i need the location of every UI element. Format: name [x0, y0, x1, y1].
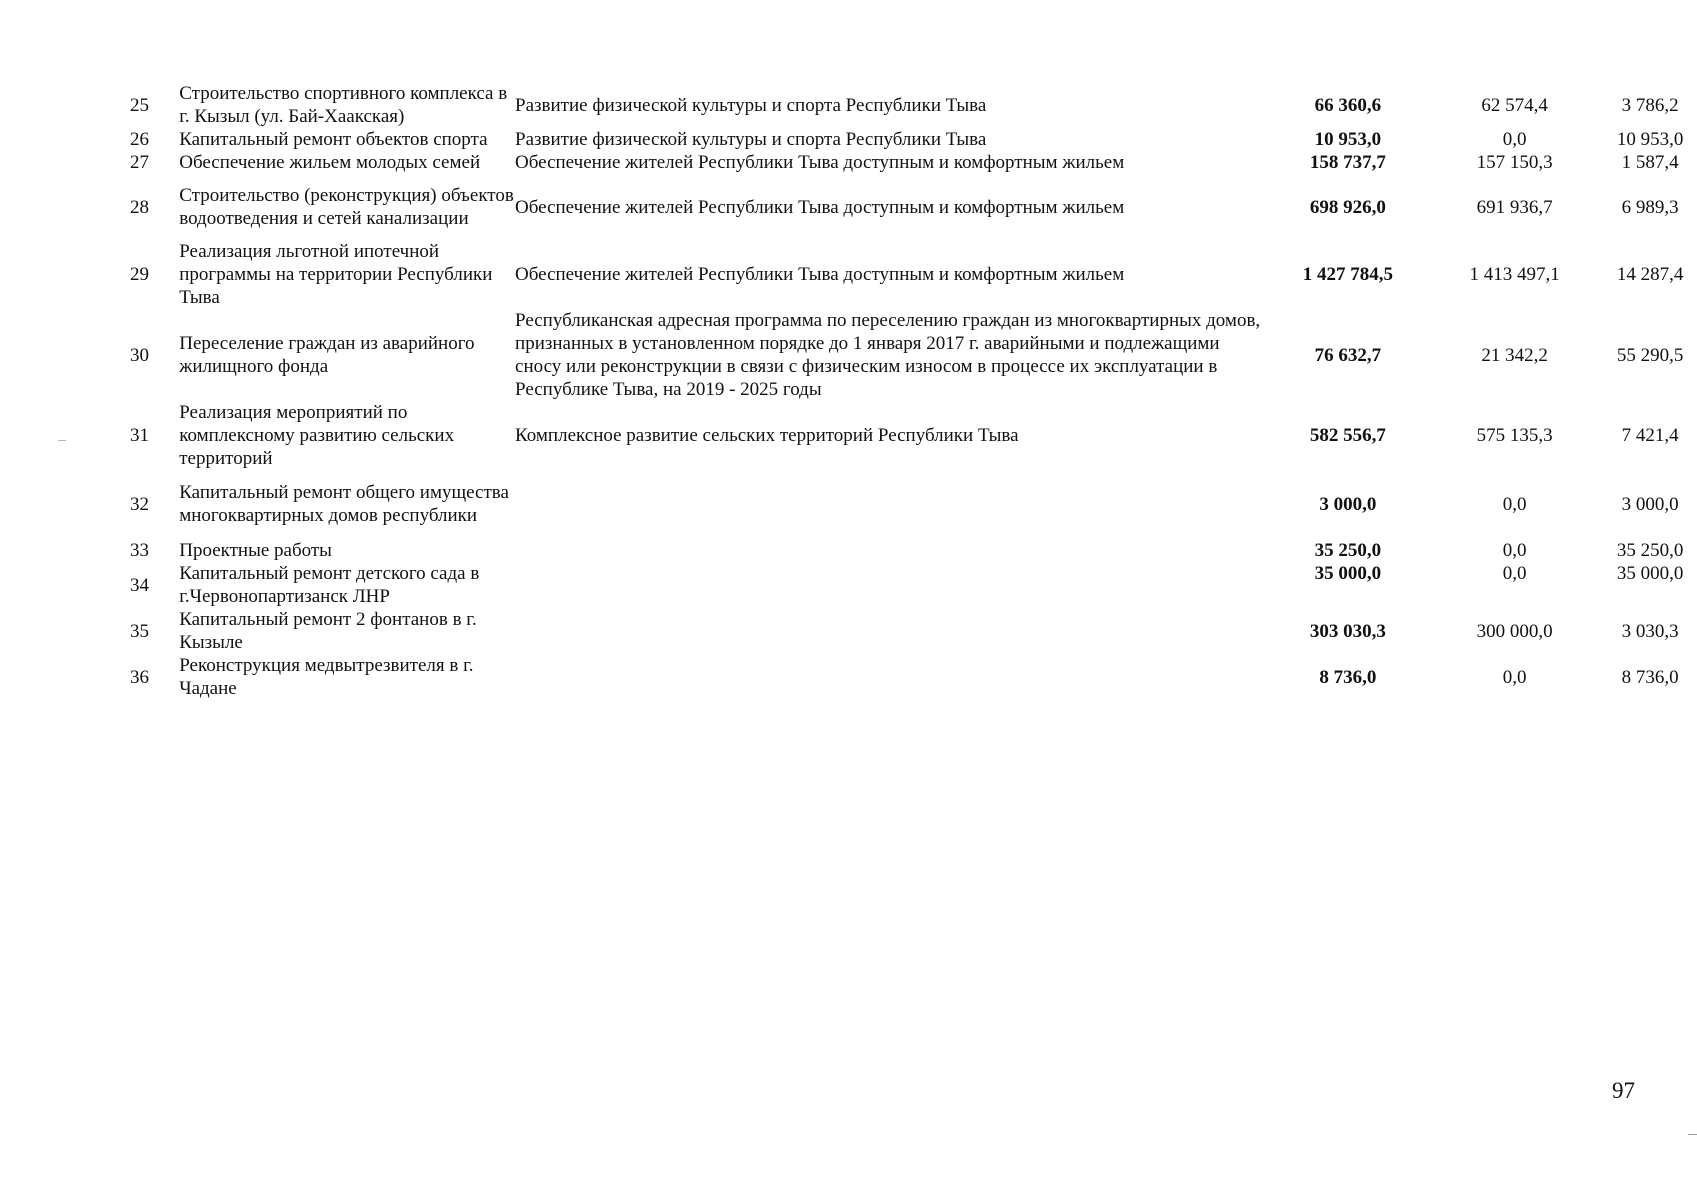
row-number: 35: [130, 620, 149, 642]
federal-amount: 1 413 497,1: [1469, 264, 1560, 285]
federal-amount: 0,0: [1502, 563, 1527, 584]
row-number: 33: [130, 539, 149, 561]
regional-amount: 14 287,4: [1616, 264, 1684, 285]
program-name: Развитие физической культуры и спорта Республики Тыва: [515, 94, 987, 116]
federal-amount: 0,0: [1502, 666, 1527, 688]
row-number: 25: [130, 94, 149, 116]
table-row: [130, 654, 1697, 700]
program-name: Обеспечение жителей Республики Тыва доступным и комфортным жильем: [515, 196, 1125, 218]
regional-amount: 35 250,0: [1616, 539, 1684, 561]
row-number: 32: [130, 493, 149, 515]
program-name: Комплексное развитие сельских территорий Республики Тыва: [515, 425, 1019, 446]
table-row: [130, 82, 1697, 128]
program-name: Обеспечение жителей Республики Тыва доступным и комфортным жильем: [515, 152, 1125, 173]
row-number: 30: [130, 344, 149, 366]
regional-amount: 35 000,0: [1616, 563, 1684, 584]
total-amount: 76 632,7: [1314, 344, 1382, 366]
object-name: Капитальный ремонт общего имущества многоквартирных домов республики: [179, 482, 509, 526]
program-name: Развитие физической культуры и спорта Республики Тыва: [515, 129, 987, 150]
total-amount: 10 953,0: [1314, 129, 1382, 150]
object-name: Строительство спортивного комплекса в г. Кызыл (ул. Бай-Хаакская): [179, 83, 508, 127]
table-row: [130, 240, 1697, 309]
row-number: 29: [130, 264, 149, 285]
object-name: Капитальный ремонт 2 фонтанов в г. Кызыле: [179, 609, 477, 653]
program-name: [515, 470, 1270, 538]
program-name: Обеспечение жителей Республики Тыва доступным и комфортным жильем: [515, 264, 1125, 285]
table-row: [130, 309, 1697, 401]
total-amount: 3 000,0: [1319, 493, 1377, 515]
row-number: 36: [130, 666, 149, 688]
table-row: [130, 128, 1697, 151]
regional-amount: 8 736,0: [1621, 666, 1679, 688]
object-name: Реконструкция медвытрезвителя в г. Чадане: [179, 655, 474, 699]
row-number: 26: [130, 129, 149, 150]
row-number: 28: [130, 196, 149, 218]
object-name: Капитальный ремонт детского сада в г.Червонопартизанск ЛНР: [179, 563, 480, 607]
federal-amount: 691 936,7: [1476, 196, 1553, 218]
total-amount: 582 556,7: [1309, 425, 1386, 446]
object-name: Реализация льготной ипотечной программы на территории Республики Тыва: [179, 241, 493, 308]
total-amount: 35 000,0: [1314, 563, 1382, 584]
table-row: [130, 174, 1697, 240]
table-row: [130, 470, 1697, 538]
program-name: Республиканская адресная программа по переселению граждан из многоквартирных домов, признанных в установленном порядке до 1 января 2017 г. аварийными и подлежащими сносу или реконструкции в связи с физическим износом в процессе их эксплуатации в Республике Тыва, на 2019 - 2025 годы: [515, 310, 1261, 400]
row-number: 27: [130, 152, 149, 173]
federal-amount: 21 342,2: [1481, 344, 1548, 366]
federal-amount: 157 150,3: [1476, 152, 1553, 173]
object-name: Обеспечение жильем молодых семей: [179, 152, 481, 173]
budget-table-body: [130, 82, 1697, 700]
table-row: [130, 608, 1697, 654]
object-name: Реализация мероприятий по комплексному развитию сельских территорий: [179, 402, 455, 469]
program-name: [515, 538, 1270, 562]
table-row: [130, 401, 1697, 470]
program-name: [515, 654, 1270, 700]
budget-table: [130, 82, 1697, 700]
total-amount: 303 030,3: [1309, 620, 1386, 642]
total-amount: 158 737,7: [1309, 152, 1386, 173]
row-number: 31: [130, 425, 149, 446]
regional-amount: 3 000,0: [1621, 493, 1679, 515]
table-row: [130, 562, 1697, 608]
regional-amount: 3 786,2: [1621, 94, 1679, 116]
regional-amount: 7 421,4: [1621, 425, 1679, 446]
object-name: Строительство (реконструкция) объектов водоотведения и сетей канализации: [179, 185, 514, 229]
regional-amount: 55 290,5: [1616, 344, 1684, 366]
federal-amount: 575 135,3: [1476, 425, 1553, 446]
regional-amount: 1 587,4: [1621, 152, 1679, 173]
federal-amount: 0,0: [1502, 539, 1527, 561]
regional-amount: 10 953,0: [1616, 129, 1684, 150]
federal-amount: 62 574,4: [1481, 94, 1548, 116]
federal-amount: 0,0: [1502, 493, 1527, 515]
federal-amount: 300 000,0: [1476, 620, 1553, 642]
regional-amount: 3 030,3: [1621, 620, 1679, 642]
table-row: [130, 151, 1697, 174]
row-number: 34: [130, 574, 149, 596]
object-name: Переселение граждан из аварийного жилищного фонда: [179, 333, 475, 377]
page-number: 97: [1612, 1078, 1635, 1103]
total-amount: 66 360,6: [1314, 94, 1382, 116]
scan-mark: [58, 440, 66, 441]
table-row: [130, 538, 1697, 562]
regional-amount: 6 989,3: [1621, 196, 1679, 218]
total-amount: 1 427 784,5: [1302, 264, 1393, 285]
total-amount: 698 926,0: [1309, 196, 1386, 218]
total-amount: 8 736,0: [1319, 666, 1377, 688]
federal-amount: 0,0: [1502, 129, 1527, 150]
object-name: Капитальный ремонт объектов спорта: [179, 129, 488, 150]
scan-mark: [1688, 1134, 1697, 1135]
program-name: [515, 608, 1270, 654]
object-name: Проектные работы: [179, 539, 332, 561]
program-name: [515, 562, 1270, 608]
total-amount: 35 250,0: [1314, 539, 1382, 561]
